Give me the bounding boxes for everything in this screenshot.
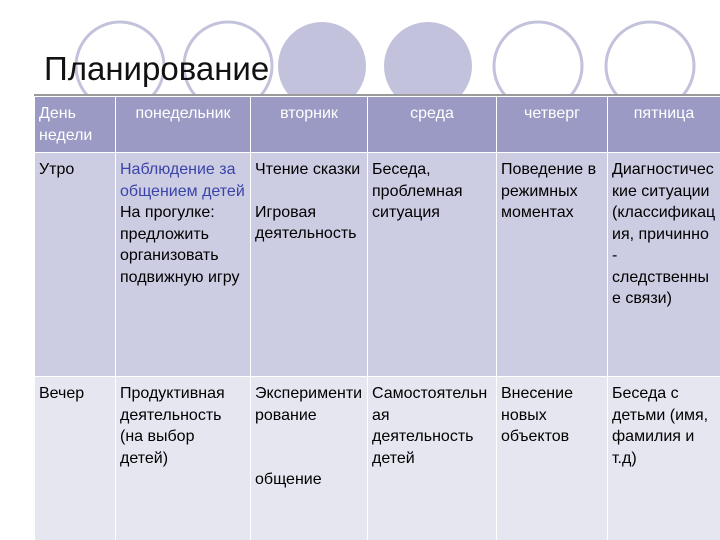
cell-text: Экспериментирование	[255, 385, 363, 424]
planning-table	[34, 96, 720, 540]
column-header-friday: пятница	[608, 97, 720, 153]
row-label-evening: Вечер	[35, 377, 116, 540]
walk-text: : предложить организовать подвижную игру	[120, 204, 240, 286]
cell-text: общение	[255, 471, 322, 488]
table-row-morning	[35, 153, 720, 377]
column-header-thursday: четверг	[497, 97, 608, 153]
observation-link[interactable]: Наблюдение за общением детей	[120, 161, 245, 200]
table-header-row	[35, 97, 720, 153]
cell-morning-monday	[116, 153, 251, 377]
table-row-evening	[35, 377, 720, 540]
cell-text: Чтение сказки	[255, 161, 361, 178]
cell-morning-tuesday	[251, 153, 368, 377]
column-header-day: День недели	[35, 97, 116, 153]
column-header-wednesday: среда	[368, 97, 497, 153]
row-label-morning: Утро	[35, 153, 116, 377]
cell-evening-friday: Беседа с детьми (имя, фамилия и т.д)	[608, 377, 720, 540]
cell-evening-thursday: Внесение новых объектов	[497, 377, 608, 540]
walk-label: На прогулке	[120, 204, 211, 221]
cell-evening-wednesday: Самостоятельная деятельность детей	[368, 377, 497, 540]
cell-morning-friday: Диагностические ситуации (классификация, причинно - следственные связи)	[608, 153, 720, 377]
cell-evening-tuesday	[251, 377, 368, 540]
column-header-monday: понедельник	[116, 97, 251, 153]
cell-evening-monday: Продуктивная деятельность (на выбор детей)	[116, 377, 251, 540]
cell-morning-wednesday: Беседа, проблемная ситуация	[368, 153, 497, 377]
cell-morning-thursday: Поведение в режимных моментах	[497, 153, 608, 377]
cell-text: Игровая деятельность	[255, 203, 357, 242]
column-header-tuesday: вторник	[251, 97, 368, 153]
page-title: Планирование	[44, 50, 270, 87]
